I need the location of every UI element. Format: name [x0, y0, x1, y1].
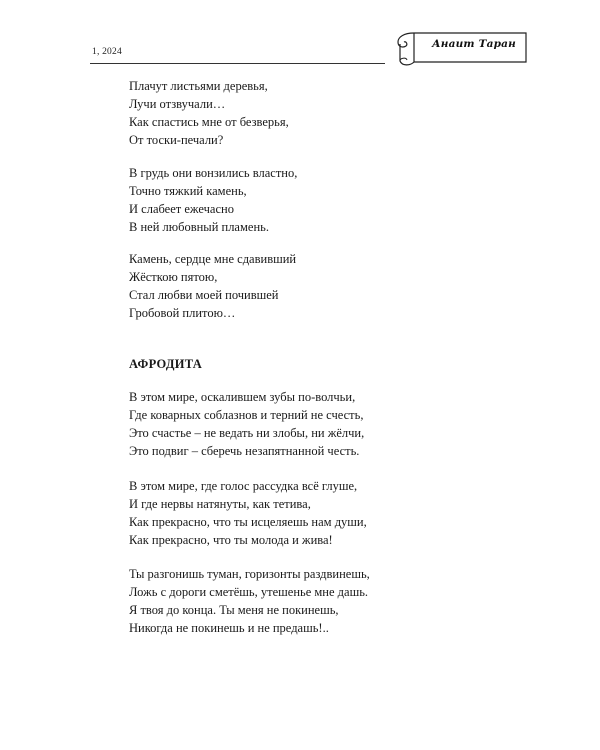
poem2-stanza-2 [129, 478, 367, 550]
verse-line: В грудь они вонзились властно, [129, 166, 298, 180]
verse-line: Никогда не покинешь и не предашь!.. [129, 620, 329, 635]
verse-line: Ложь с дороги сметёшь, утешенье мне дашь. [129, 584, 369, 599]
issue-number: 1, 2024 [92, 47, 122, 57]
poem1-stanza-1 [129, 78, 289, 150]
verse-line: От тоски-печали? [129, 132, 224, 147]
verse-line: Стал любви моей почившей [129, 287, 279, 302]
verse-line: Гробовой плитою… [129, 305, 236, 320]
author-banner [392, 28, 532, 68]
verse-line: Как прекрасно, что ты исцеляешь нам души, [129, 514, 367, 529]
verse-line: И слабеет ежечасно [129, 201, 234, 216]
verse-line: Жёсткою пятою, [129, 269, 218, 284]
verse-line: Я твоя до конца. Ты меня не покинешь, [129, 602, 339, 617]
verse-line: Это подвиг – сберечь незапятнанной честь. [129, 443, 360, 458]
poem-title: АФРОДИТА [129, 357, 203, 371]
poem1-stanza-3 [129, 251, 296, 323]
verse-line: Как спастись мне от безверья, [129, 114, 289, 129]
verse-line: В этом мире, где голос рассудка всё глуше, [129, 479, 358, 493]
poem2-stanza-1 [129, 389, 364, 461]
verse-line: Камень, сердце мне сдавивший [129, 252, 297, 266]
author-name: Анаит Таран [431, 38, 517, 50]
verse-line: Это счастье – не ведать ни злобы, ни жёлчи, [129, 425, 365, 440]
verse-line: И где нервы натянуты, как тетива, [129, 496, 311, 511]
poem2-stanza-3 [129, 566, 370, 638]
verse-line: В этом мире, оскалившем зубы по-волчьи, [129, 390, 356, 404]
poem1-stanza-2 [129, 165, 297, 237]
verse-line: Как прекрасно, что ты молода и жива! [129, 532, 333, 547]
verse-line: Где коварных соблазнов и терний не счесть, [129, 407, 364, 422]
verse-line: Плачут листьями деревья, [129, 79, 268, 93]
verse-line: В ней любовный пламень. [129, 219, 269, 234]
header-rule [90, 63, 385, 64]
verse-line: Точно тяжкий камень, [129, 183, 247, 198]
verse-line: Ты разгонишь туман, горизонты раздвинешь, [129, 567, 370, 581]
verse-line: Лучи отзвучали… [129, 96, 226, 111]
